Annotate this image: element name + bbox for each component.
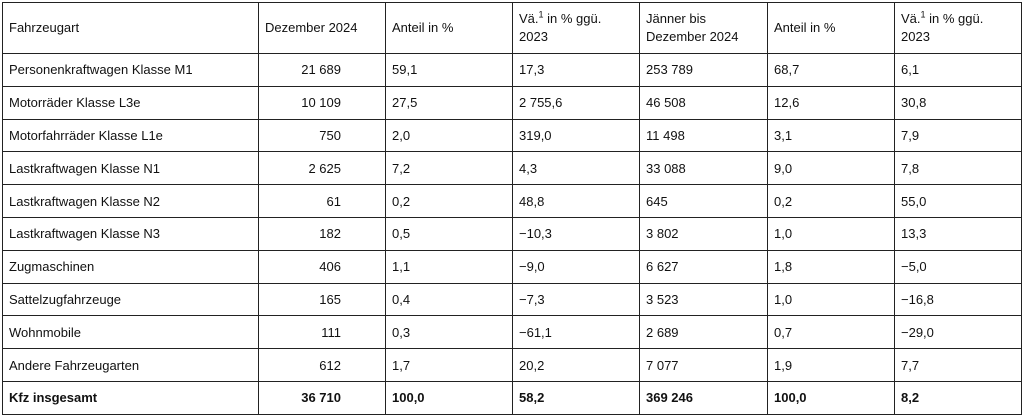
table-row — [3, 283, 1022, 316]
cell-share-year: 1,8 — [768, 250, 895, 283]
table-row — [3, 119, 1022, 152]
cell-share-year: 0,2 — [768, 185, 895, 218]
table-row — [3, 316, 1022, 349]
cell-share-year: 9,0 — [768, 152, 895, 185]
cell-share-december: 0,3 — [386, 316, 513, 349]
cell-change-december: 4,3 — [513, 152, 640, 185]
cell-december: 612 — [259, 349, 386, 382]
cell-december: 61 — [259, 185, 386, 218]
cell-vehicle-type: Andere Fahrzeugarten — [3, 349, 259, 382]
cell-change-year: −5,0 — [895, 250, 1022, 283]
cell-year-to-date: 3 802 — [640, 217, 768, 250]
cell-vehicle-type: Personenkraftwagen Klasse M1 — [3, 54, 259, 87]
cell-year-to-date: 33 088 — [640, 152, 768, 185]
table-row — [3, 349, 1022, 382]
cell-year-to-date: 11 498 — [640, 119, 768, 152]
cell-vehicle-type: Kfz insgesamt — [3, 381, 259, 414]
cell-vehicle-type: Motorräder Klasse L3e — [3, 86, 259, 119]
cell-change-year: 55,0 — [895, 185, 1022, 218]
table-row — [3, 86, 1022, 119]
cell-year-to-date: 7 077 — [640, 349, 768, 382]
cell-change-december: 2 755,6 — [513, 86, 640, 119]
cell-change-december: −61,1 — [513, 316, 640, 349]
cell-change-year: 30,8 — [895, 86, 1022, 119]
cell-december: 2 625 — [259, 152, 386, 185]
cell-change-year: 8,2 — [895, 381, 1022, 414]
cell-change-december: 58,2 — [513, 381, 640, 414]
cell-share-december: 2,0 — [386, 119, 513, 152]
footnote-marker: 1 — [538, 9, 544, 20]
cell-share-december: 1,1 — [386, 250, 513, 283]
cell-share-year: 100,0 — [768, 381, 895, 414]
cell-year-to-date: 369 246 — [640, 381, 768, 414]
total-row — [3, 381, 1022, 414]
cell-change-december: −9,0 — [513, 250, 640, 283]
table-row — [3, 54, 1022, 87]
cell-december: 111 — [259, 316, 386, 349]
cell-share-year: 0,7 — [768, 316, 895, 349]
registration-table — [2, 2, 1022, 415]
cell-change-december: −10,3 — [513, 217, 640, 250]
cell-vehicle-type: Lastkraftwagen Klasse N3 — [3, 217, 259, 250]
header-change-year-post: in % ggü. 2023 — [901, 11, 984, 44]
cell-share-december: 59,1 — [386, 54, 513, 87]
header-december: Dezember 2024 — [259, 3, 386, 54]
cell-share-december: 0,4 — [386, 283, 513, 316]
table-row — [3, 250, 1022, 283]
cell-change-december: 48,8 — [513, 185, 640, 218]
cell-share-year: 68,7 — [768, 54, 895, 87]
cell-change-december: 17,3 — [513, 54, 640, 87]
header-change-year — [895, 3, 1022, 54]
cell-change-december: 20,2 — [513, 349, 640, 382]
cell-share-december: 7,2 — [386, 152, 513, 185]
table-row — [3, 185, 1022, 218]
cell-change-december: −7,3 — [513, 283, 640, 316]
cell-share-december: 27,5 — [386, 86, 513, 119]
cell-vehicle-type: Zugmaschinen — [3, 250, 259, 283]
cell-year-to-date: 6 627 — [640, 250, 768, 283]
table-row — [3, 217, 1022, 250]
cell-vehicle-type: Sattelzugfahrzeuge — [3, 283, 259, 316]
cell-share-year: 1,0 — [768, 217, 895, 250]
cell-year-to-date: 46 508 — [640, 86, 768, 119]
cell-share-year: 12,6 — [768, 86, 895, 119]
cell-vehicle-type: Motorfahrräder Klasse L1e — [3, 119, 259, 152]
cell-december: 750 — [259, 119, 386, 152]
cell-vehicle-type: Lastkraftwagen Klasse N1 — [3, 152, 259, 185]
cell-share-year: 3,1 — [768, 119, 895, 152]
cell-share-year: 1,9 — [768, 349, 895, 382]
cell-share-december: 0,5 — [386, 217, 513, 250]
cell-change-year: 13,3 — [895, 217, 1022, 250]
cell-vehicle-type: Wohnmobile — [3, 316, 259, 349]
cell-december: 165 — [259, 283, 386, 316]
cell-change-year: 7,9 — [895, 119, 1022, 152]
cell-year-to-date: 3 523 — [640, 283, 768, 316]
cell-share-december: 0,2 — [386, 185, 513, 218]
table-row — [3, 152, 1022, 185]
header-change-year-pre: Vä. — [901, 11, 921, 26]
cell-share-year: 1,0 — [768, 283, 895, 316]
header-row — [3, 3, 1022, 54]
footnote-marker: 1 — [920, 9, 926, 20]
cell-year-to-date: 645 — [640, 185, 768, 218]
cell-december: 36 710 — [259, 381, 386, 414]
cell-december: 21 689 — [259, 54, 386, 87]
header-share-year: Anteil in % — [768, 3, 895, 54]
cell-change-year: 7,8 — [895, 152, 1022, 185]
header-share-december: Anteil in % — [386, 3, 513, 54]
cell-december: 406 — [259, 250, 386, 283]
cell-share-december: 1,7 — [386, 349, 513, 382]
header-vehicle-type: Fahrzeugart — [3, 3, 259, 54]
cell-year-to-date: 2 689 — [640, 316, 768, 349]
header-change-december-post: in % ggü. 2023 — [519, 11, 602, 44]
header-year-to-date: Jänner bis Dezember 2024 — [640, 3, 768, 54]
cell-december: 10 109 — [259, 86, 386, 119]
cell-vehicle-type: Lastkraftwagen Klasse N2 — [3, 185, 259, 218]
cell-change-year: 7,7 — [895, 349, 1022, 382]
cell-share-december: 100,0 — [386, 381, 513, 414]
cell-year-to-date: 253 789 — [640, 54, 768, 87]
header-change-december — [513, 3, 640, 54]
cell-change-december: 319,0 — [513, 119, 640, 152]
cell-december: 182 — [259, 217, 386, 250]
cell-change-year: −29,0 — [895, 316, 1022, 349]
header-change-december-pre: Vä. — [519, 11, 539, 26]
cell-change-year: −16,8 — [895, 283, 1022, 316]
cell-change-year: 6,1 — [895, 54, 1022, 87]
